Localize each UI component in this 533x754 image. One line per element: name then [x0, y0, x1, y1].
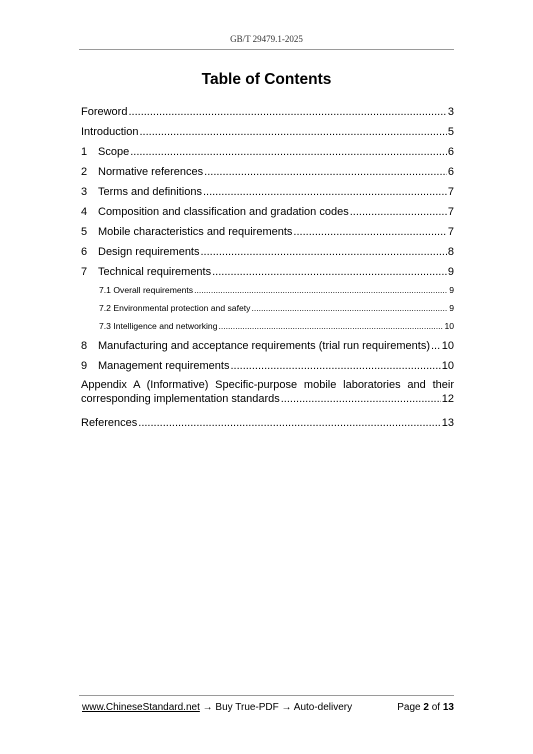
toc-entry-subsection-7-3[interactable] [81, 315, 454, 333]
current-page-number: 2 [423, 702, 429, 713]
toc-label: Terms and definitions [98, 186, 202, 198]
toc-entry-section-7[interactable] [81, 259, 454, 279]
toc-entry-section-9[interactable] [81, 353, 454, 373]
page-title: Table of Contents [201, 71, 332, 88]
dot-leader [130, 145, 447, 159]
footer-promo [82, 702, 352, 713]
toc-label: Normative references [98, 166, 204, 178]
toc-section-number: 3 [81, 186, 88, 198]
toc-label: Appendix A (Informative) Specific-purpose mobile laboratories and their [81, 379, 454, 391]
toc-page-number: 10 [441, 360, 454, 372]
toc-section-number: 9 [81, 360, 88, 372]
dot-leader [203, 185, 447, 199]
toc-page-number: 6 [447, 166, 454, 178]
toc-label: Management requirements [98, 360, 230, 372]
toc-entry-section-4[interactable] [81, 199, 454, 219]
dot-leader [350, 205, 447, 219]
toc-page-number: 9 [449, 303, 454, 313]
toc-entry-section-3[interactable] [81, 179, 454, 199]
toc-label: Foreword [81, 106, 128, 118]
page-of: of [431, 702, 441, 713]
dot-leader [128, 105, 446, 119]
toc-label: References [81, 417, 138, 429]
dot-leader [218, 319, 443, 333]
toc-section-number: 2 [81, 166, 88, 178]
toc-label: Introduction [81, 126, 139, 138]
page-footer [82, 702, 454, 713]
dot-leader [139, 125, 446, 139]
table-of-contents [81, 99, 454, 430]
dot-leader [251, 301, 448, 315]
toc-label: Mobile characteristics and requirements [98, 226, 293, 238]
toc-entry-appendix-a[interactable] [81, 378, 454, 406]
toc-entry-section-6[interactable] [81, 239, 454, 259]
toc-page-number: 7 [447, 186, 454, 198]
toc-entry-introduction[interactable] [81, 119, 454, 139]
toc-page-number: 10 [444, 321, 454, 331]
toc-entry-section-2[interactable] [81, 159, 454, 179]
toc-page-number: 6 [447, 146, 454, 158]
toc-label: Composition and classification and gradation codes [98, 206, 349, 218]
toc-entry-foreword[interactable] [81, 99, 454, 119]
page-indicator [397, 702, 454, 713]
dot-leader [230, 359, 440, 373]
toc-entry-references[interactable] [81, 410, 454, 430]
toc-label: 7.3 Intelligence and networking [99, 321, 218, 331]
site-link[interactable]: www.ChineseStandard.net [82, 702, 200, 713]
total-pages: 13 [442, 702, 454, 713]
toc-label-continued: corresponding implementation standards [81, 393, 280, 405]
dot-leader [212, 265, 447, 279]
toc-label: Manufacturing and acceptance requirements (trial run requirements) [98, 340, 430, 352]
toc-page-number: 3 [447, 106, 454, 118]
toc-section-number: 5 [81, 226, 88, 238]
footer-divider [79, 695, 454, 696]
dot-leader [281, 392, 441, 406]
toc-page-number: 13 [441, 417, 454, 429]
toc-page-number: 7 [447, 206, 454, 218]
dot-leader [431, 339, 441, 353]
toc-page-number: 9 [447, 266, 454, 278]
toc-page-number: 12 [441, 393, 454, 405]
page-prefix: Page [397, 702, 421, 713]
toc-page-number: 8 [447, 246, 454, 258]
dot-leader [194, 283, 448, 297]
toc-section-number: 6 [81, 246, 88, 258]
dot-leader [201, 245, 447, 259]
toc-section-number: 1 [81, 146, 88, 158]
toc-entry-subsection-7-2[interactable] [81, 297, 454, 315]
toc-page-number: 5 [447, 126, 454, 138]
toc-entry-section-5[interactable] [81, 219, 454, 239]
toc-entry-section-1[interactable] [81, 139, 454, 159]
document-code-header: GB/T 29479.1-2025 [230, 34, 303, 44]
toc-entry-subsection-7-1[interactable] [81, 279, 454, 297]
toc-label: Design requirements [98, 246, 200, 258]
toc-label: 7.2 Environmental protection and safety [99, 303, 251, 313]
dot-leader [204, 165, 447, 179]
header-divider [79, 49, 454, 50]
toc-page-number: 7 [447, 226, 454, 238]
dot-leader [138, 416, 440, 430]
footer-tagline: → Buy True-PDF → Auto-delivery [199, 702, 353, 713]
toc-section-number: 4 [81, 206, 88, 218]
toc-section-number: 8 [81, 340, 88, 352]
toc-page-number: 9 [449, 285, 454, 295]
toc-page-number: 10 [441, 340, 454, 352]
toc-label: Technical requirements [98, 266, 212, 278]
toc-label: 7.1 Overall requirements [99, 285, 194, 295]
toc-entry-section-8[interactable] [81, 333, 454, 353]
toc-section-number: 7 [81, 266, 88, 278]
toc-label: Scope [98, 146, 130, 158]
dot-leader [293, 225, 446, 239]
